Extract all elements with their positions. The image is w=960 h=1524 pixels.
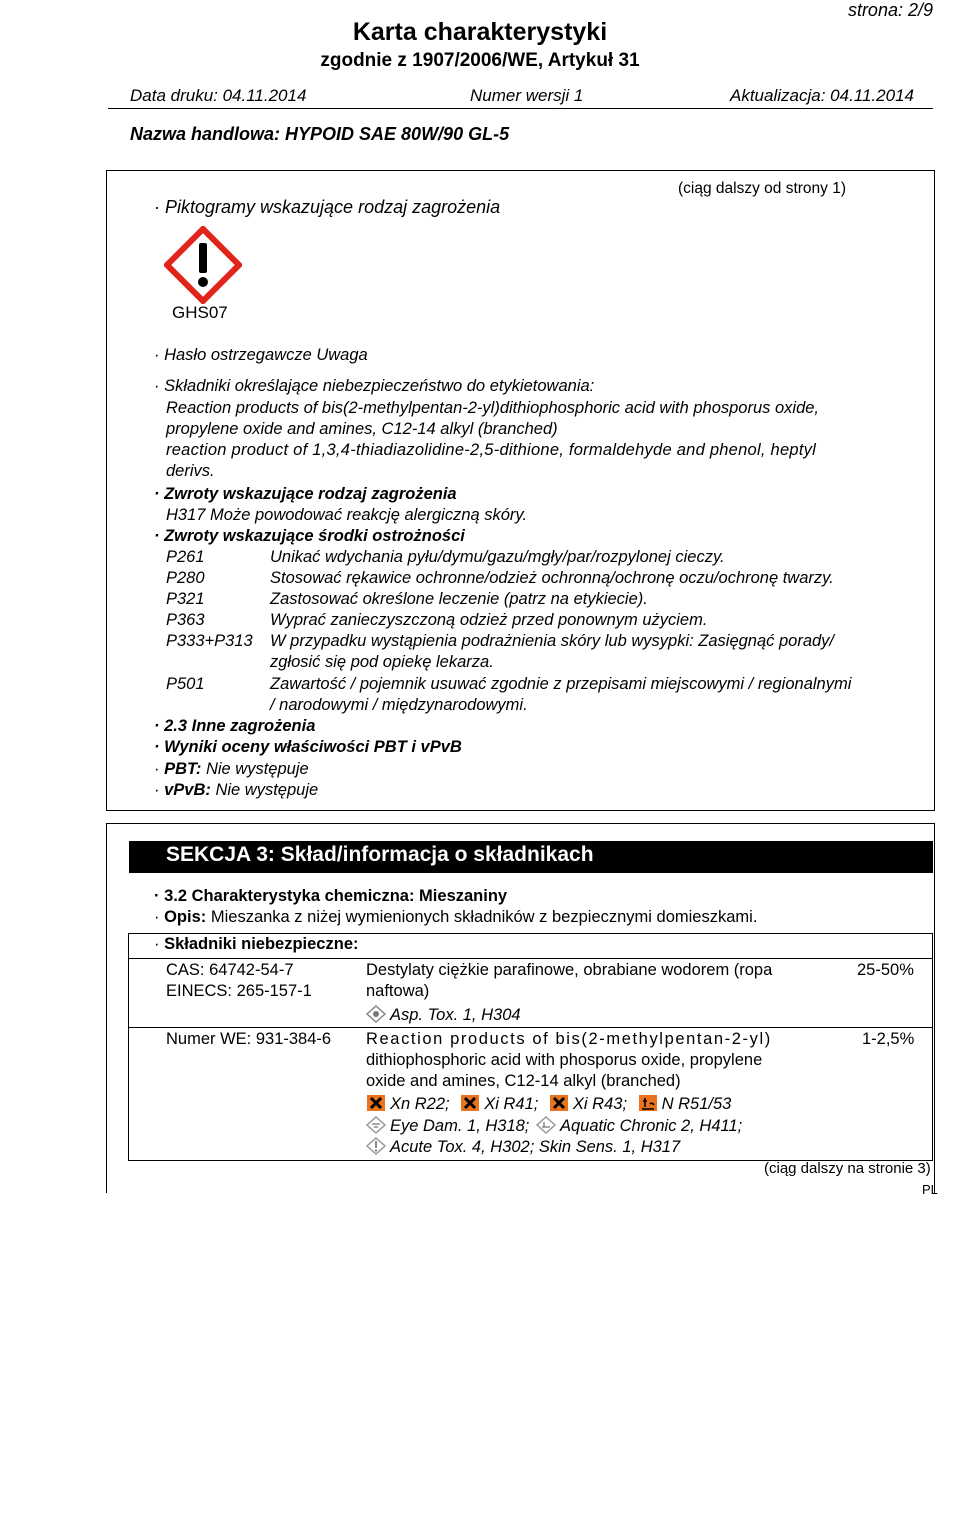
signal-word: · Hasło ostrzegawcze Uwaga bbox=[154, 346, 368, 364]
classification-a: Eye Dam. 1, H318; bbox=[390, 1117, 530, 1135]
hazard-heading: · Zwroty wskazujące rodzaj zagrożenia bbox=[154, 485, 457, 503]
einecs-number: EINECS: 265-157-1 bbox=[166, 982, 312, 1000]
vpvb-label: vPvB: bbox=[164, 781, 211, 799]
section-3-title: SEKCJA 3: Skład/informacja o składnikach bbox=[166, 843, 594, 866]
risk-xi41: Xi R41; bbox=[484, 1095, 539, 1113]
classification-line bbox=[366, 1005, 521, 1025]
substance-name-cont: oxide and amines, C12-14 alkyl (branched) bbox=[366, 1072, 681, 1090]
component-line: propylene oxide and amines, C12-14 alkyl (branched) bbox=[166, 420, 558, 438]
pictogram-code: GHS07 bbox=[172, 303, 228, 322]
hazard-statement: H317 Może powodować reakcję alergiczną skóry. bbox=[166, 506, 528, 524]
precaution-code: P261 bbox=[166, 548, 205, 566]
ghs-classification-line bbox=[366, 1116, 742, 1136]
ec-number: Numer WE: 931-384-6 bbox=[166, 1030, 332, 1048]
risk-xn: Xn R22; bbox=[390, 1095, 450, 1113]
table-heading-text: Składniki niebezpieczne: bbox=[164, 935, 359, 953]
other-hazards-heading: · 2.3 Inne zagrożenia bbox=[154, 717, 316, 735]
substance-name: Destylaty ciężkie parafinowe, obrabiane wodorem (ropa bbox=[366, 961, 773, 979]
precaution-code: P321 bbox=[166, 590, 205, 608]
classification-text: Asp. Tox. 1, H304 bbox=[390, 1006, 521, 1024]
substance-name-cont: dithiophosphoric acid with phosporus oxide, propylene bbox=[366, 1051, 763, 1069]
header-divider bbox=[108, 108, 933, 109]
vpvb-value: Nie występuje bbox=[215, 781, 319, 799]
trade-name: Nazwa handlowa: HYPOID SAE 80W/90 GL-5 bbox=[130, 124, 510, 144]
pictograms-heading-text: Piktogramy wskazujące rodzaj zagrożenia bbox=[165, 197, 501, 217]
page-number: strona: 2/9 bbox=[847, 0, 933, 20]
description-value: Mieszanka z niżej wymienionych składników z bezpiecznymi domieszkami. bbox=[210, 908, 758, 926]
component-line: derivs. bbox=[166, 462, 215, 480]
harmful-x-icon bbox=[366, 1094, 386, 1112]
cas-number: CAS: 64742-54-7 bbox=[166, 961, 294, 979]
precaution-code: P501 bbox=[166, 675, 205, 693]
classification-c: Acute Tox. 4, H302; Skin Sens. 1, H317 bbox=[390, 1138, 681, 1156]
update-date: Aktualizacja: 04.11.2014 bbox=[730, 86, 914, 105]
pbt-label: PBT: bbox=[164, 760, 202, 778]
precaution-text: Zawartość / pojemnik usuwać zgodnie z przepisami miejscowymi / regionalnymi bbox=[270, 675, 852, 693]
version-number: Numer wersji 1 bbox=[470, 86, 584, 105]
document-title: Karta charakterystyki bbox=[352, 18, 608, 46]
concentration-range: 1-2,5% bbox=[862, 1030, 915, 1048]
precaution-heading: · Zwroty wskazujące środki ostrożności bbox=[154, 527, 465, 545]
precaution-code: P333+P313 bbox=[166, 632, 253, 650]
exclamation-mark-icon bbox=[366, 1137, 386, 1155]
chemical-characteristics: · 3.2 Charakterystyka chemiczna: Mieszaniny bbox=[154, 887, 508, 905]
precaution-code: P280 bbox=[166, 569, 205, 587]
table-heading: · Składniki niebezpieczne: bbox=[154, 935, 359, 953]
signal-word-label: Hasło ostrzegawcze bbox=[164, 346, 312, 364]
table-header-divider bbox=[128, 958, 933, 959]
precaution-text: Unikać wdychania pyłu/dymu/gazu/mgły/par/rozpylonej cieczy. bbox=[270, 548, 725, 566]
precaution-heading-text: Zwroty wskazujące środki ostrożności bbox=[164, 527, 465, 545]
signal-word-value: Uwaga bbox=[316, 346, 368, 364]
concentration-range: 25-50% bbox=[857, 961, 914, 979]
precaution-text-cont: / narodowymi / międzynarodowymi. bbox=[270, 696, 528, 714]
environment-hazard-icon bbox=[638, 1094, 658, 1112]
irritant-x-icon bbox=[460, 1094, 480, 1112]
substance-name-cont: naftowa) bbox=[366, 982, 430, 1000]
precaution-text: Wyprać zanieczyszczoną odzież przed ponownym użyciem. bbox=[270, 611, 708, 629]
risk-phrases-line bbox=[366, 1094, 731, 1114]
substance-name: Reaction products of bis(2-methylpentan-2-yl) bbox=[366, 1030, 772, 1048]
corrosion-icon bbox=[366, 1116, 386, 1134]
language-code: PL bbox=[922, 1182, 938, 1197]
hazard-heading-text: Zwroty wskazujące rodzaj zagrożenia bbox=[164, 485, 457, 503]
precaution-text: Zastosować określone leczenie (patrz na etykiecie). bbox=[270, 590, 648, 608]
component-line: Reaction products of bis(2-methylpentan-2-yl)dithiophosphoric acid with phosporus oxide, bbox=[166, 399, 820, 417]
precaution-text: Stosować rękawice ochronne/odzież ochronną/ochronę oczu/ochronę twarzy. bbox=[270, 569, 834, 587]
pbt-value: Nie występuje bbox=[205, 760, 309, 778]
irritant-x-icon bbox=[549, 1094, 569, 1112]
table-row-divider bbox=[128, 1027, 933, 1028]
other-hazards-text: 2.3 Inne zagrożenia bbox=[164, 717, 316, 735]
components-heading-text: Składniki określające niebezpieczeństwo do etykietowania: bbox=[164, 377, 595, 395]
risk-n: N R51/53 bbox=[661, 1095, 732, 1113]
pbt-line: · PBT: Nie występuje bbox=[154, 760, 309, 778]
vpvb-line: · vPvB: Nie występuje bbox=[154, 781, 319, 799]
classification-b: Aquatic Chronic 2, H411; bbox=[560, 1117, 743, 1135]
component-line: reaction product of 1,3,4-thiadiazolidine-2,5-dithione, formaldehyde and phenol, heptyl bbox=[166, 441, 817, 459]
document-subtitle: zgodnie z 1907/2006/WE, Artykuł 31 bbox=[320, 50, 640, 71]
description-label: Opis: bbox=[164, 908, 207, 926]
precaution-code: P363 bbox=[166, 611, 205, 629]
environment-icon bbox=[536, 1116, 556, 1134]
components-heading: · Składniki określające niebezpieczeństwo do etykietowania: bbox=[154, 377, 595, 395]
health-hazard-icon bbox=[366, 1005, 386, 1023]
risk-xi43: Xi R43; bbox=[572, 1095, 628, 1113]
pbt-results-heading: · Wyniki oceny właściwości PBT i vPvB bbox=[154, 738, 462, 756]
ghs-classification-line bbox=[366, 1137, 680, 1157]
pictograms-heading: · Piktogramy wskazujące rodzaj zagrożenia bbox=[154, 197, 501, 217]
description-line: · Opis: Mieszanka z niżej wymienionych składników z bezpiecznymi domieszkami. bbox=[154, 908, 758, 926]
exclamation-mark-pictogram-icon bbox=[164, 226, 242, 304]
continued-on: (ciąg dalszy na stronie 3) bbox=[764, 1160, 931, 1177]
chemical-characteristics-text: 3.2 Charakterystyka chemiczna: Mieszaniny bbox=[164, 887, 508, 905]
continued-from: (ciąg dalszy od strony 1) bbox=[678, 180, 846, 197]
precaution-text: W przypadku wystąpienia podrażnienia skóry lub wysypki: Zasięgnąć porady/ bbox=[270, 632, 835, 650]
precaution-text-cont: zgłosić się pod opiekę lekarza. bbox=[270, 653, 494, 671]
print-date: Data druku: 04.11.2014 bbox=[130, 86, 307, 105]
pbt-results-text: Wyniki oceny właściwości PBT i vPvB bbox=[164, 738, 462, 756]
